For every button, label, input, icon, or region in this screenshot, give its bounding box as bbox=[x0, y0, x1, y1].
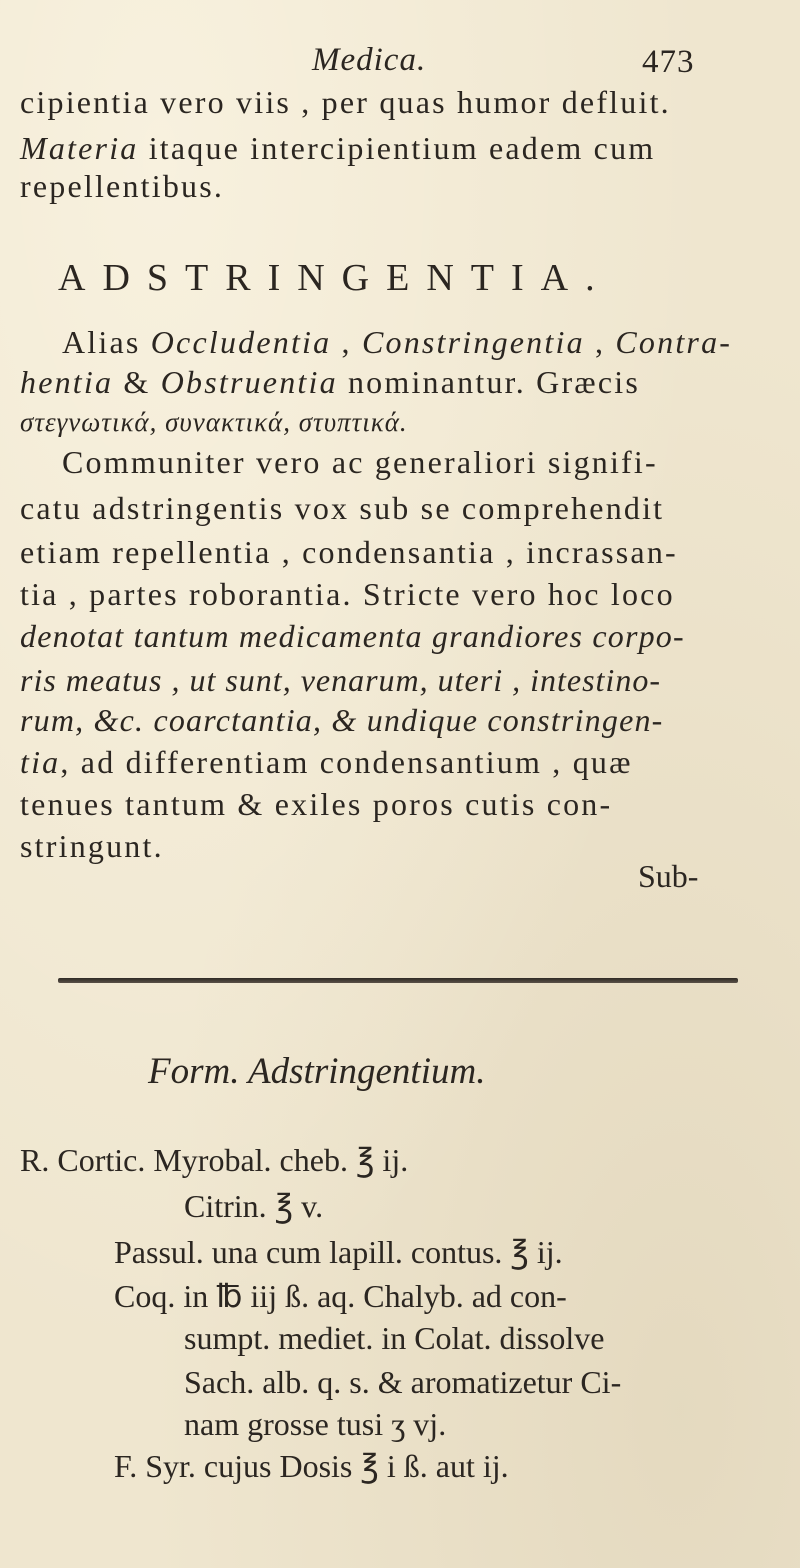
text-alias: Alias bbox=[62, 324, 151, 360]
formula-line-5: sumpt. mediet. in Colat. dissolve bbox=[184, 1320, 605, 1356]
section-heading: ADSTRINGENTIA. bbox=[58, 257, 612, 299]
formula-line-7: nam grosse tusi ʒ vj. bbox=[184, 1406, 447, 1442]
formula-line-8: F. Syr. cujus Dosis ℥ i ß. aut ij. bbox=[114, 1448, 509, 1484]
term-contrahentia: Contra- bbox=[615, 324, 733, 360]
term-constringentia: Constringentia bbox=[361, 324, 585, 360]
running-head bbox=[0, 38, 800, 88]
intro-line-2 bbox=[20, 128, 655, 168]
comma: , bbox=[584, 324, 616, 360]
section-line-11 bbox=[20, 742, 633, 782]
section-line-7: tia , partes roborantia. Stricte vero hoc loco bbox=[20, 576, 675, 612]
section-line-10: rum, &c. coarctantia, & undique constringen- bbox=[20, 702, 664, 738]
term-obstruentia: Obstruentia bbox=[160, 364, 338, 400]
formula-line-4: Coq. in ℔ iij ß. aq. Chalyb. ad con- bbox=[114, 1278, 567, 1314]
section-line-9: ris meatus , ut sunt, venarum, uteri , intestino- bbox=[20, 662, 661, 698]
section-line-12: tenues tantum & exiles poros cutis con- bbox=[20, 786, 613, 822]
term-contrahentia-end: hentia bbox=[20, 364, 114, 400]
section-line-8: denotat tantum medicamenta grandiores corpo- bbox=[20, 618, 685, 654]
section-line-2 bbox=[20, 362, 640, 402]
section-line-1 bbox=[62, 322, 732, 362]
formula-title: Form. Adstringentium. bbox=[148, 1051, 486, 1092]
text-nominantur: nominantur. Græcis bbox=[337, 364, 641, 400]
ampersand: & bbox=[113, 364, 161, 400]
intro-italic-materia: Materia bbox=[20, 130, 139, 166]
page-separator-rule bbox=[58, 978, 738, 983]
intro-line-2-rest: itaque intercipientium eadem cum bbox=[138, 130, 656, 166]
term-tia: tia bbox=[20, 744, 61, 780]
section-line-6: etiam repellentia , condensantia , incrassan- bbox=[20, 534, 678, 570]
formula-line-3: Passul. una cum lapill. contus. ℥ ij. bbox=[114, 1234, 563, 1270]
page-number: 473 bbox=[642, 44, 695, 80]
greek-terms: στεγνωτικά, συνακτικά, στυπτικά. bbox=[20, 407, 408, 437]
term-occludentia: Occludentia bbox=[150, 324, 332, 360]
running-head-title: Medica. bbox=[312, 42, 427, 78]
intro-line-3: repellentibus. bbox=[20, 168, 225, 204]
section-line-5: catu adstringentis vox sub se comprehendit bbox=[20, 490, 665, 526]
formula-line-2: Citrin. ℥ v. bbox=[184, 1188, 324, 1224]
catchword: Sub- bbox=[638, 858, 699, 894]
formula-line-1: R. Cortic. Myrobal. cheb. ℥ ij. bbox=[20, 1142, 409, 1178]
section-line-13: stringunt. bbox=[20, 828, 164, 864]
comma: , bbox=[331, 324, 362, 360]
text-differentiam: , ad differentiam condensantium , quæ bbox=[60, 744, 633, 780]
intro-line-1: cipientia vero viis , per quas humor defluit. bbox=[20, 84, 671, 120]
section-line-4: Communiter vero ac generaliori signifi- bbox=[62, 444, 658, 480]
formula-line-6: Sach. alb. q. s. & aromatizetur Ci- bbox=[184, 1364, 622, 1400]
